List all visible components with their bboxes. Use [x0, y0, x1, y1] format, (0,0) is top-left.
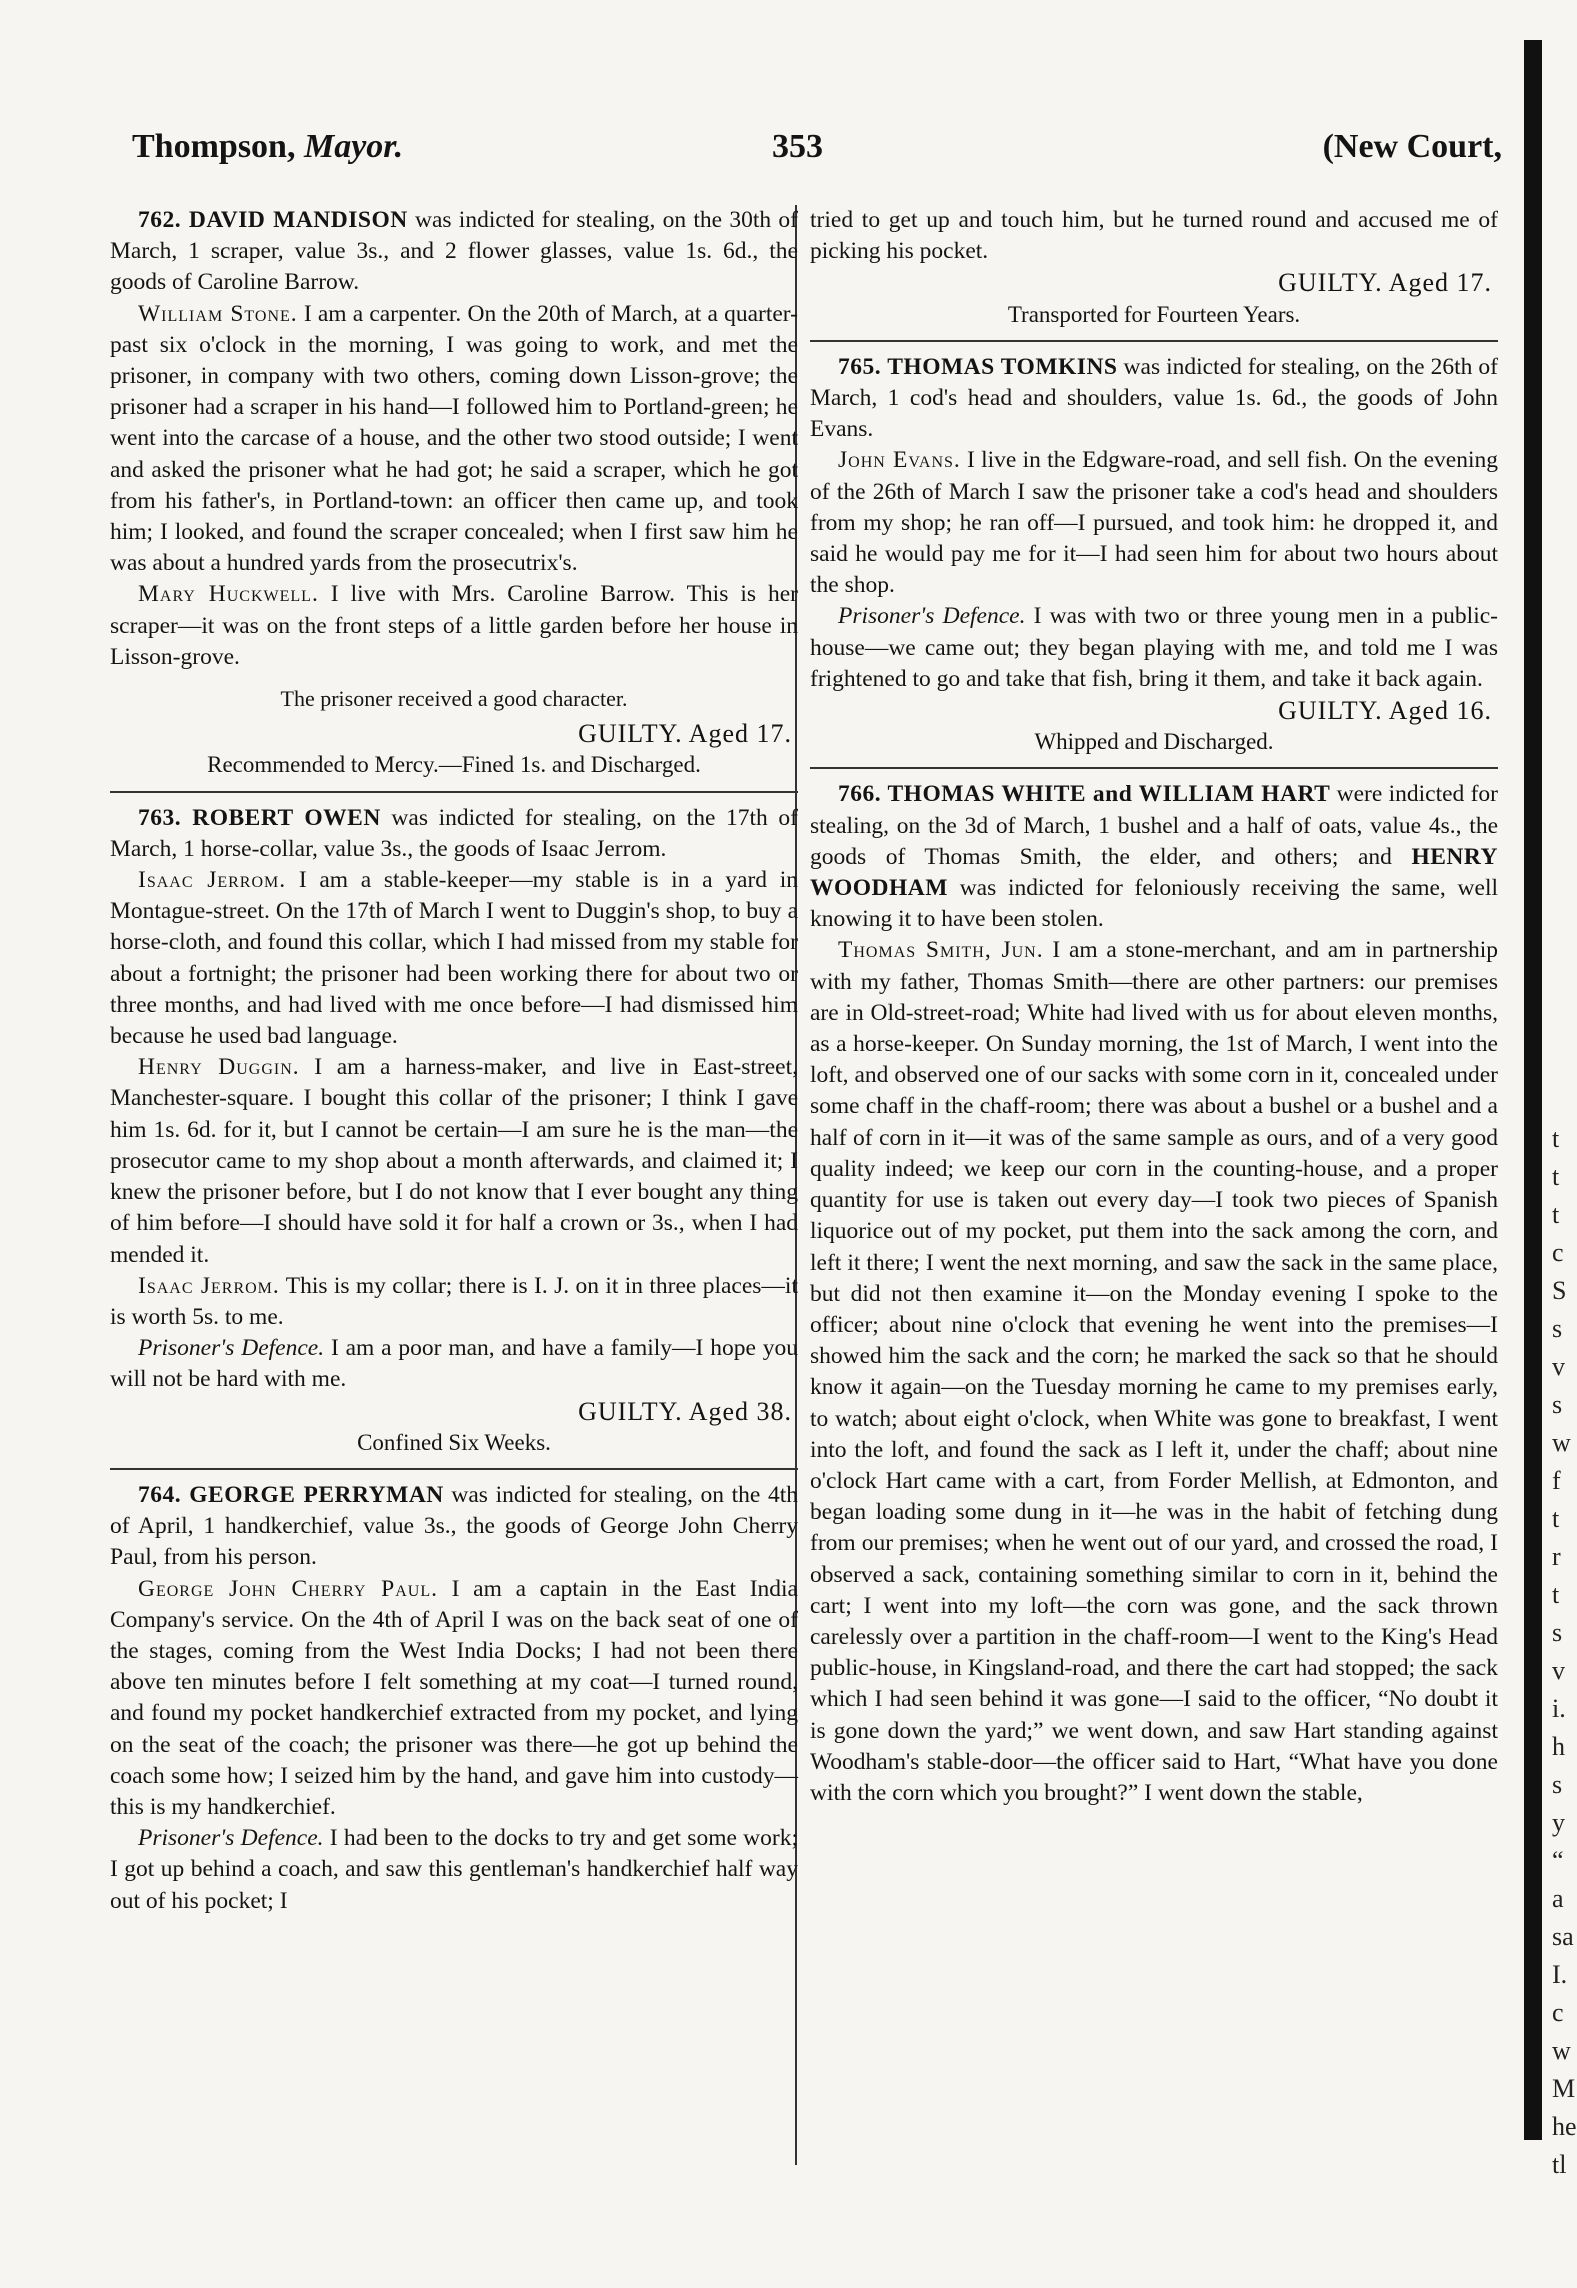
prisoner-defence	[110, 1823, 798, 1917]
case-764	[110, 1468, 798, 1917]
testimony-text: I am a stable-keeper—my stable is in a yard in Montague-street. On the 17th of March I went to Duggin's shop, to buy a horse-cloth, and found this collar, which I had missed from my stable for about a fortnight; the prisoner had been working there for about two or three months, and had lived with me once before—I had dismissed him because he used bad language.	[110, 867, 798, 1050]
testimony	[810, 935, 1498, 1809]
edge-fragment: i.	[1552, 1694, 1566, 1723]
witness-name: George John Cherry Paul.	[138, 1575, 438, 1602]
receiver-name: HENRY WOODHAM	[810, 843, 1498, 902]
testimony-text: I am a stone-merchant, and am in partnership with my father, Thomas Smith—there are other partners: our premises are in Old-street-road; White had lived with us for about eleven months, as a horse-keeper. On Sunday morning, the 1st of March, I went into the loft, and observed one of our sacks with some corn in it, concealed under some chaff in the chaff-room; there was about a bushel or a bushel and a half of corn in it—it was of the same sample as ours, and of a very good quality indeed; we keep our corn in the counting-house, and a proper quantity for use is taken out every day—I took two pieces of Spanish liquorice out of my pocket, put them into the sack among the corn, and left it there; I went the next morning, and saw the sack in the same place, but did not then examine it—on the Monday evening I spoke to the officer; about nine o'clock that evening he went into the premises—I showed him the sack and the corn; he marked the sack so that he should know it again—on the Tuesday morning he came to my premises early, to watch; about eight o'clock, when White was gone to breakfast, I went into the loft, and found the sack as I left it, under the chaff; about nine o'clock Hart came with a cart, from Forder Mellish, at Edmonton, and began loading some dung in it—he was in the habit of fetching dung from our premises; when he went out of our yard, and crossed the road, I observed a sack, containing something similar to corn in it, behind the cart; I went into my loft—the corn was gone, and the sack thrown carelessly over a partition in the chaff-room—I went to the King's Head public-house, in Kingsland-road, and there the cart had stopped; the sack which I had seen behind it was gone—I said to the officer, “No doubt it is gone down the yard;” we went down, and saw Hart standing against Woodham's stable-door—the officer said to Hart, “What have you done with the corn which you brought?” I went down the stable,	[810, 937, 1498, 1806]
sentence: Recommended to Mercy.—Fined 1s. and Discharged.	[207, 752, 701, 778]
indictment-text: was indicted for stealing, on the 30th of March, 1 scraper, value 3s., and 2 flower glasses, value 1s. 6d., the goods of Caroline Barrow.	[110, 207, 798, 296]
edge-fragment: I.	[1552, 1960, 1568, 1989]
edge-fragment: w	[1552, 2036, 1571, 2065]
defence-text: I am a poor man, and have a family—I hope you will not be hard with me.	[110, 1335, 798, 1393]
testimony	[110, 299, 798, 580]
page-number: 353	[772, 128, 823, 165]
testimony-text: I am a captain in the East India Company's service. On the 4th of April I was on the back seat of one of the stages, coming from the West India Docks; I had not been there above ten minutes before I felt something at my coat—I turned round, and found my pocket handkerchief extracted from my pocket, and lying on the seat of the coach; the prisoner was there—he got up behind the coach some how; I seized him by the hand, and gave him into custody—this is my handkerchief.	[110, 1575, 798, 1820]
testimony-text: I live in the Edgware-road, and sell fish. On the evening of the 26th of March I saw the prisoner take a cod's head and shoulders from my shop; he ran off—I pursued, and took him: he dropped it, and said he would pay me for it—I had seen him for about two hours about the shop.	[810, 447, 1499, 599]
prisoner-defence	[810, 601, 1498, 695]
defence-text: I was with two or three young men in a public-house—we came out; they began playing with me, and told me I was frightened to go and take that fish, bring it them, and take it back again.	[810, 603, 1498, 692]
edge-fragment: r	[1552, 1542, 1561, 1571]
edge-fragment: w	[1552, 1428, 1571, 1457]
witness-name: Thomas Smith, Jun.	[838, 937, 1044, 964]
edge-fragment: M	[1552, 2074, 1576, 2103]
case-766	[810, 767, 1498, 1809]
verdict: GUILTY. Aged 38.	[578, 1396, 792, 1426]
edge-fragment: a	[1552, 1884, 1564, 1913]
edge-fragment: v	[1552, 1352, 1565, 1381]
edge-fragment: f	[1552, 1466, 1561, 1495]
indictment-text: was indicted for feloniously receiving the same, well knowing it to have been stolen.	[810, 875, 1498, 933]
left-column	[110, 205, 798, 1917]
verdict: GUILTY. Aged 16.	[1278, 696, 1492, 726]
edge-fragment: tl	[1552, 2150, 1567, 2179]
edge-fragment: c	[1552, 1998, 1564, 2027]
testimony	[110, 579, 798, 673]
header-right: (New Court,	[1322, 128, 1502, 165]
edge-fragment: t	[1552, 1504, 1560, 1533]
indictment-text: was indicted for stealing, on the 17th of March, 1 horse-collar, value 3s., the goods of Isaac Jerrom.	[110, 804, 798, 862]
case-766-indictment	[810, 779, 1498, 935]
testimony	[110, 865, 798, 1052]
witness-name: Isaac Jerrom.	[138, 867, 287, 894]
defence-label: Prisoner's Defence.	[838, 603, 1026, 630]
edge-fragment: s	[1552, 1390, 1563, 1419]
edge-fragment: h	[1552, 1732, 1565, 1761]
testimony-text: I live with Mrs. Caroline Barrow. This is her scraper—it was on the front steps of a little garden before her house in Lisson-grove.	[110, 581, 798, 670]
edge-fragment: S	[1552, 1276, 1567, 1305]
case-764-continued	[810, 205, 1498, 330]
case-number-name: 763. ROBERT OWEN	[138, 804, 381, 831]
sentence: Confined Six Weeks.	[357, 1429, 551, 1455]
case-765	[810, 340, 1498, 758]
edge-fragment: s	[1552, 1314, 1563, 1343]
edge-fragment: t	[1552, 1200, 1560, 1229]
witness-name: William Stone.	[138, 300, 298, 327]
header-title: Mayor.	[303, 128, 404, 165]
edge-fragment: t	[1552, 1124, 1560, 1153]
defence-label: Prisoner's Defence.	[138, 1335, 325, 1362]
testimony-text: I am a harness-maker, and live in East-street, Manchester-square. I bought this collar of the prisoner; I think I gave him 1s. 6d. for it, but I cannot be certain—I am sure he is the man—the prosecutor came to my shop about a month afterwards, and claimed it; I knew the prisoner before, but I do not know that I ever bought any thing of him before—I should have sold it for half a crown or 3s., when I had mended it.	[110, 1054, 798, 1268]
witness-name: John Evans.	[838, 447, 961, 474]
header-left	[132, 128, 403, 166]
edge-fragment: s	[1552, 1618, 1563, 1647]
testimony	[110, 1271, 798, 1333]
indictment-text: was indicted for stealing, on the 26th of March, 1 cod's head and shoulders, value 1s. 6d., the goods of John Evans.	[810, 353, 1499, 443]
witness-name: Mary Huckwell.	[138, 581, 319, 608]
verdict: GUILTY. Aged 17.	[1278, 268, 1492, 298]
witness-name: Isaac Jerrom.	[138, 1272, 280, 1299]
case-number-name: 762. DAVID MANDISON	[138, 207, 408, 233]
edge-fragment: sa	[1552, 1922, 1574, 1951]
testimony	[810, 445, 1498, 601]
testimony	[110, 1574, 798, 1824]
case-762	[110, 205, 798, 781]
case-762-indictment	[110, 205, 798, 299]
prisoner-defence	[110, 1333, 798, 1395]
edge-fragment: c	[1552, 1238, 1564, 1267]
right-column	[810, 205, 1498, 1809]
testimony	[110, 1052, 798, 1270]
verdict: GUILTY. Aged 17.	[578, 719, 792, 749]
case-number-name: 766. THOMAS WHITE and WILLIAM HART	[838, 781, 1331, 808]
case-763-indictment	[110, 803, 798, 865]
edge-fragment: “	[1552, 1846, 1564, 1875]
indictment-text: was indicted for stealing, on the 4th of April, 1 handkerchief, value 3s., the goods of George John Cherry Paul, from his person.	[110, 1481, 798, 1571]
case-765-indictment	[810, 352, 1498, 446]
defence-label: Prisoner's Defence.	[138, 1825, 324, 1852]
sentence: Whipped and Discharged.	[1034, 729, 1274, 755]
indictment-text: were indicted for stealing, on the 3d of March, 1 bushel and a half of oats, value 4s., the goods of Thomas Smith, the elder, and others; and	[810, 781, 1499, 870]
edge-fragment: t	[1552, 1580, 1560, 1609]
sentence: Transported for Fourteen Years.	[1007, 301, 1301, 327]
defence-text: I had been to the docks to try and get some work; I got up behind a coach, and saw this gentleman's handkerchief half way out of his pocket; I	[110, 1825, 798, 1914]
witness-name: Henry Duggin.	[138, 1054, 300, 1081]
edge-fragment: s	[1552, 1770, 1563, 1799]
character-note: The prisoner received a good character.	[280, 686, 628, 712]
case-number-name: 764. GEORGE PERRYMAN	[138, 1481, 444, 1508]
case-number-name: 765. THOMAS TOMKINS	[838, 353, 1118, 380]
case-764-indictment	[110, 1480, 798, 1574]
page-edge-bar	[1524, 40, 1542, 2140]
case-763	[110, 791, 798, 1458]
edge-fragment: he	[1552, 2112, 1577, 2141]
edge-fragment: v	[1552, 1656, 1565, 1685]
running-head	[132, 128, 1502, 168]
testimony-text: This is my collar; there is I. J. on it in three places—it is worth 5s. to me.	[110, 1272, 798, 1330]
edge-fragment: y	[1552, 1808, 1565, 1837]
header-name: Thompson,	[132, 128, 296, 165]
testimony-text: I am a carpenter. On the 20th of March, at a quarter-past six o'clock in the morning, I was going to work, and met the prisoner, in company with two others, coming down Lisson-grove; the prisoner had a scraper in his hand—I followed him to Portland-green; he went into the carcase of a house, and the other two stood outside; I went and asked the prisoner what he had got; he said a scraper, which he got from his father's, in Portland-town: an officer then came up, and took him; I looked, and found the scraper concealed; when I first saw him he was about a hundred yards from the prosecutrix's.	[110, 300, 798, 577]
defence-continued: tried to get up and touch him, but he turned round and accused me of picking his pocket.	[810, 207, 1498, 265]
edge-fragment: t	[1552, 1162, 1560, 1191]
adjacent-page-fragments	[1552, 1120, 1577, 2184]
